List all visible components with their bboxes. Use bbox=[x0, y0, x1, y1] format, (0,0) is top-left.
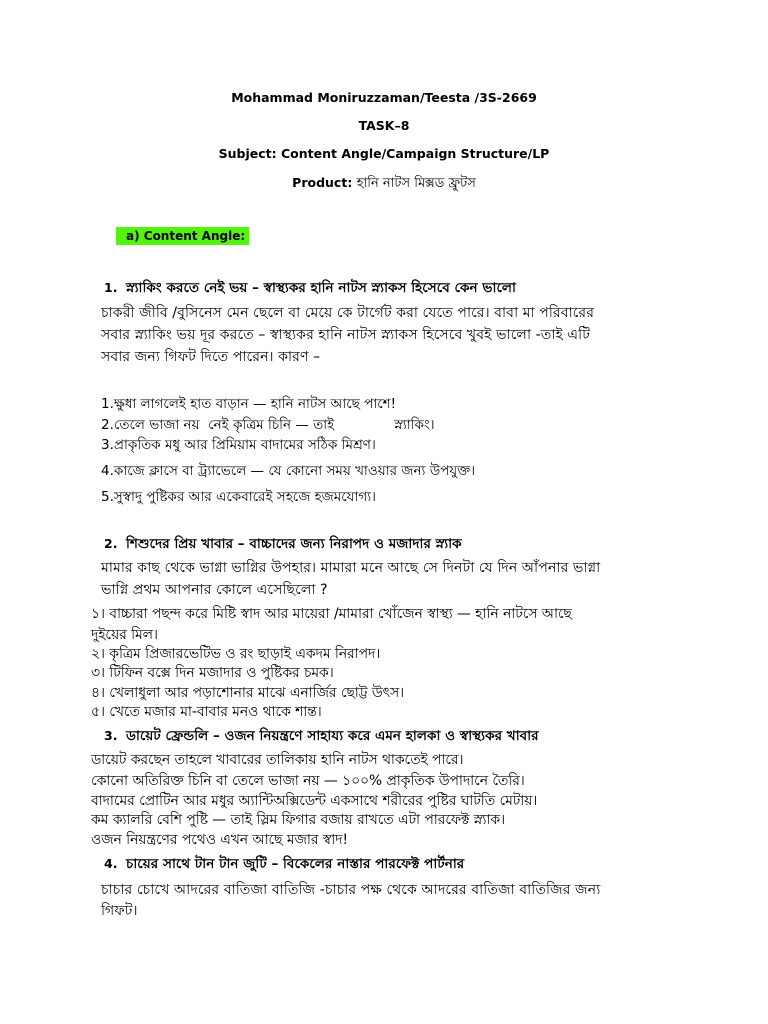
section-number: 1. bbox=[104, 280, 118, 295]
section-number: 3. bbox=[104, 728, 118, 743]
section-2-point: ২। কৃত্রিম প্রিজারভেটিভ ও রং ছাড়াই একদম নিরাপদ। bbox=[91, 646, 381, 662]
section-1-point: 5.সুস্বাদু পুষ্টিকর আর একেবারেই সহজে হজমযোগ্য। bbox=[101, 489, 376, 505]
section-4-line: চাচার চোখে আদরের বাতিজা বাতিজি -চাচার পক্ষ থেকে আদরের বাতিজা বাতিজির জন্য bbox=[101, 882, 601, 898]
section-2-point: ১। বাচ্চারা পছন্দ করে মিষ্টি স্বাদ আর মায়েরা /মামারা খোঁজেন স্বাস্থ্য — হানি নাটসে আছে bbox=[91, 606, 572, 622]
section-number: 2. bbox=[104, 536, 118, 551]
product-label: Product: bbox=[292, 175, 353, 190]
section-3-heading bbox=[104, 725, 539, 748]
content-angle-label: a) Content Angle: bbox=[116, 227, 249, 245]
product-name: হানি নাটস মিক্সড ফ্রুটস bbox=[356, 176, 476, 191]
section-1-heading bbox=[104, 277, 516, 300]
section-title: চায়ের সাথে টান টান জুটি – বিকেলের নাস্তার পারফেক্ট পার্টনার bbox=[126, 856, 465, 872]
section-2-point: ৫। খেতে মজার মা-বাবার মনও থাকে শান্ত। bbox=[91, 704, 322, 720]
product-line bbox=[0, 174, 768, 195]
task-title: TASK–8 bbox=[358, 118, 410, 133]
section-1-point: 3.প্রাকৃতিক মধু আর প্রিমিয়াম বাদামের সঠিক মিশ্রণ। bbox=[101, 437, 376, 453]
section-4-heading bbox=[104, 853, 464, 876]
subject-line: Subject: Content Angle/Campaign Structure/LP bbox=[218, 146, 550, 161]
section-3-line: ডায়েট করছেন তাহলে খাবারের তালিকায় হানি নাটস থাকতেই পারে। bbox=[91, 752, 464, 768]
section-3-line: বাদামের প্রোটিন আর মধুর অ্যান্টিঅক্সিডেন্ট একসাথে শরীরের পুষ্টির ঘাটতি মেটায়। bbox=[91, 793, 538, 809]
section-1-intro-line: চাকরী জীবি /বুসিনেস মেন ছেলে বা মেয়ে কে টার্গেট করা যেতে পারে। বাবা মা পরিবারের bbox=[101, 305, 595, 321]
section-1-point: 1.ক্ষুধা লাগলেই হাত বাড়ান — হানি নাটস আছে পাশে! bbox=[101, 396, 397, 412]
section-3-line: ওজন নিয়ন্ত্রণের পথেও এখন আছে মজার স্বাদ! bbox=[91, 832, 348, 848]
section-2-intro-line: মামার কাছ থেকে ভাগ্না ভাগ্নির উপহার। মামারা মনে আছে সে দিনটা যে দিন আঁপনার ভাগ্না bbox=[101, 560, 601, 576]
section-title: স্ন্যাকিং করতে নেই ভয় – স্বাস্থ্যকর হানি নাটস স্ন্যাকস হিসেবে কেন ভালো bbox=[126, 280, 516, 296]
section-number: 4. bbox=[104, 856, 118, 871]
author-line: Mohammad Moniruzzaman/Teesta /3S-2669 bbox=[231, 90, 537, 105]
section-title: ডায়েট ফ্রেন্ডলি – ওজন নিয়ন্ত্রণে সাহায্য করে এমন হালকা ও স্বাস্থ্যকর খাবার bbox=[126, 728, 539, 744]
section-1-intro-line: সবার জন্য গিফট দিতে পারেন। কারণ – bbox=[101, 349, 321, 365]
section-2-point: ৪। খেলাধুলা আর পড়াশোনার মাঝে এনার্জির ছোট্ট উৎস। bbox=[91, 685, 405, 701]
section-3-line: কম ক্যালরি বেশি পুষ্টি — তাই স্লিম ফিগার বজায় রাখতে এটা পারফেক্ট স্ন্যাক। bbox=[91, 812, 506, 828]
section-1-intro-line: সবার স্ন্যাকিং ভয় দূর করতে – স্বাস্থ্যকর হানি নাটস স্ন্যাকস হিসেবে খুবই ভালো -তাই এটি bbox=[101, 327, 590, 343]
section-2-point: দুইয়ের মিল। bbox=[91, 627, 158, 643]
section-3-line: কোনো অতিরিক্ত চিনি বা তেলে ভাজা নয় — ১০০% প্রাকৃতিক উপাদানে তৈরি। bbox=[91, 773, 525, 789]
section-2-heading bbox=[104, 533, 462, 556]
section-1-point: 2.তেলে ভাজা নয় নেই কৃত্রিম চিনি — তাই স্ন্যাকিং। bbox=[101, 417, 435, 433]
section-2-intro-line: ভাগ্নি প্রথম আপনার কোলে এসেছিলো ? bbox=[101, 582, 328, 598]
section-title: শিশুদের প্রিয় খাবার – বাচ্চাদের জন্য নিরাপদ ও মজাদার স্ন্যাক bbox=[126, 536, 462, 552]
section-4-line: গিফট। bbox=[101, 903, 138, 919]
section-1-point: 4.কাজে ক্লাসে বা ট্র্যাভেলে — যে কোনো সময় খাওয়ার জন্য উপযুক্ত। bbox=[101, 463, 476, 479]
section-2-point: ৩। টিফিন বক্সে দিন মজাদার ও পুষ্টিকর চমক। bbox=[91, 665, 334, 681]
